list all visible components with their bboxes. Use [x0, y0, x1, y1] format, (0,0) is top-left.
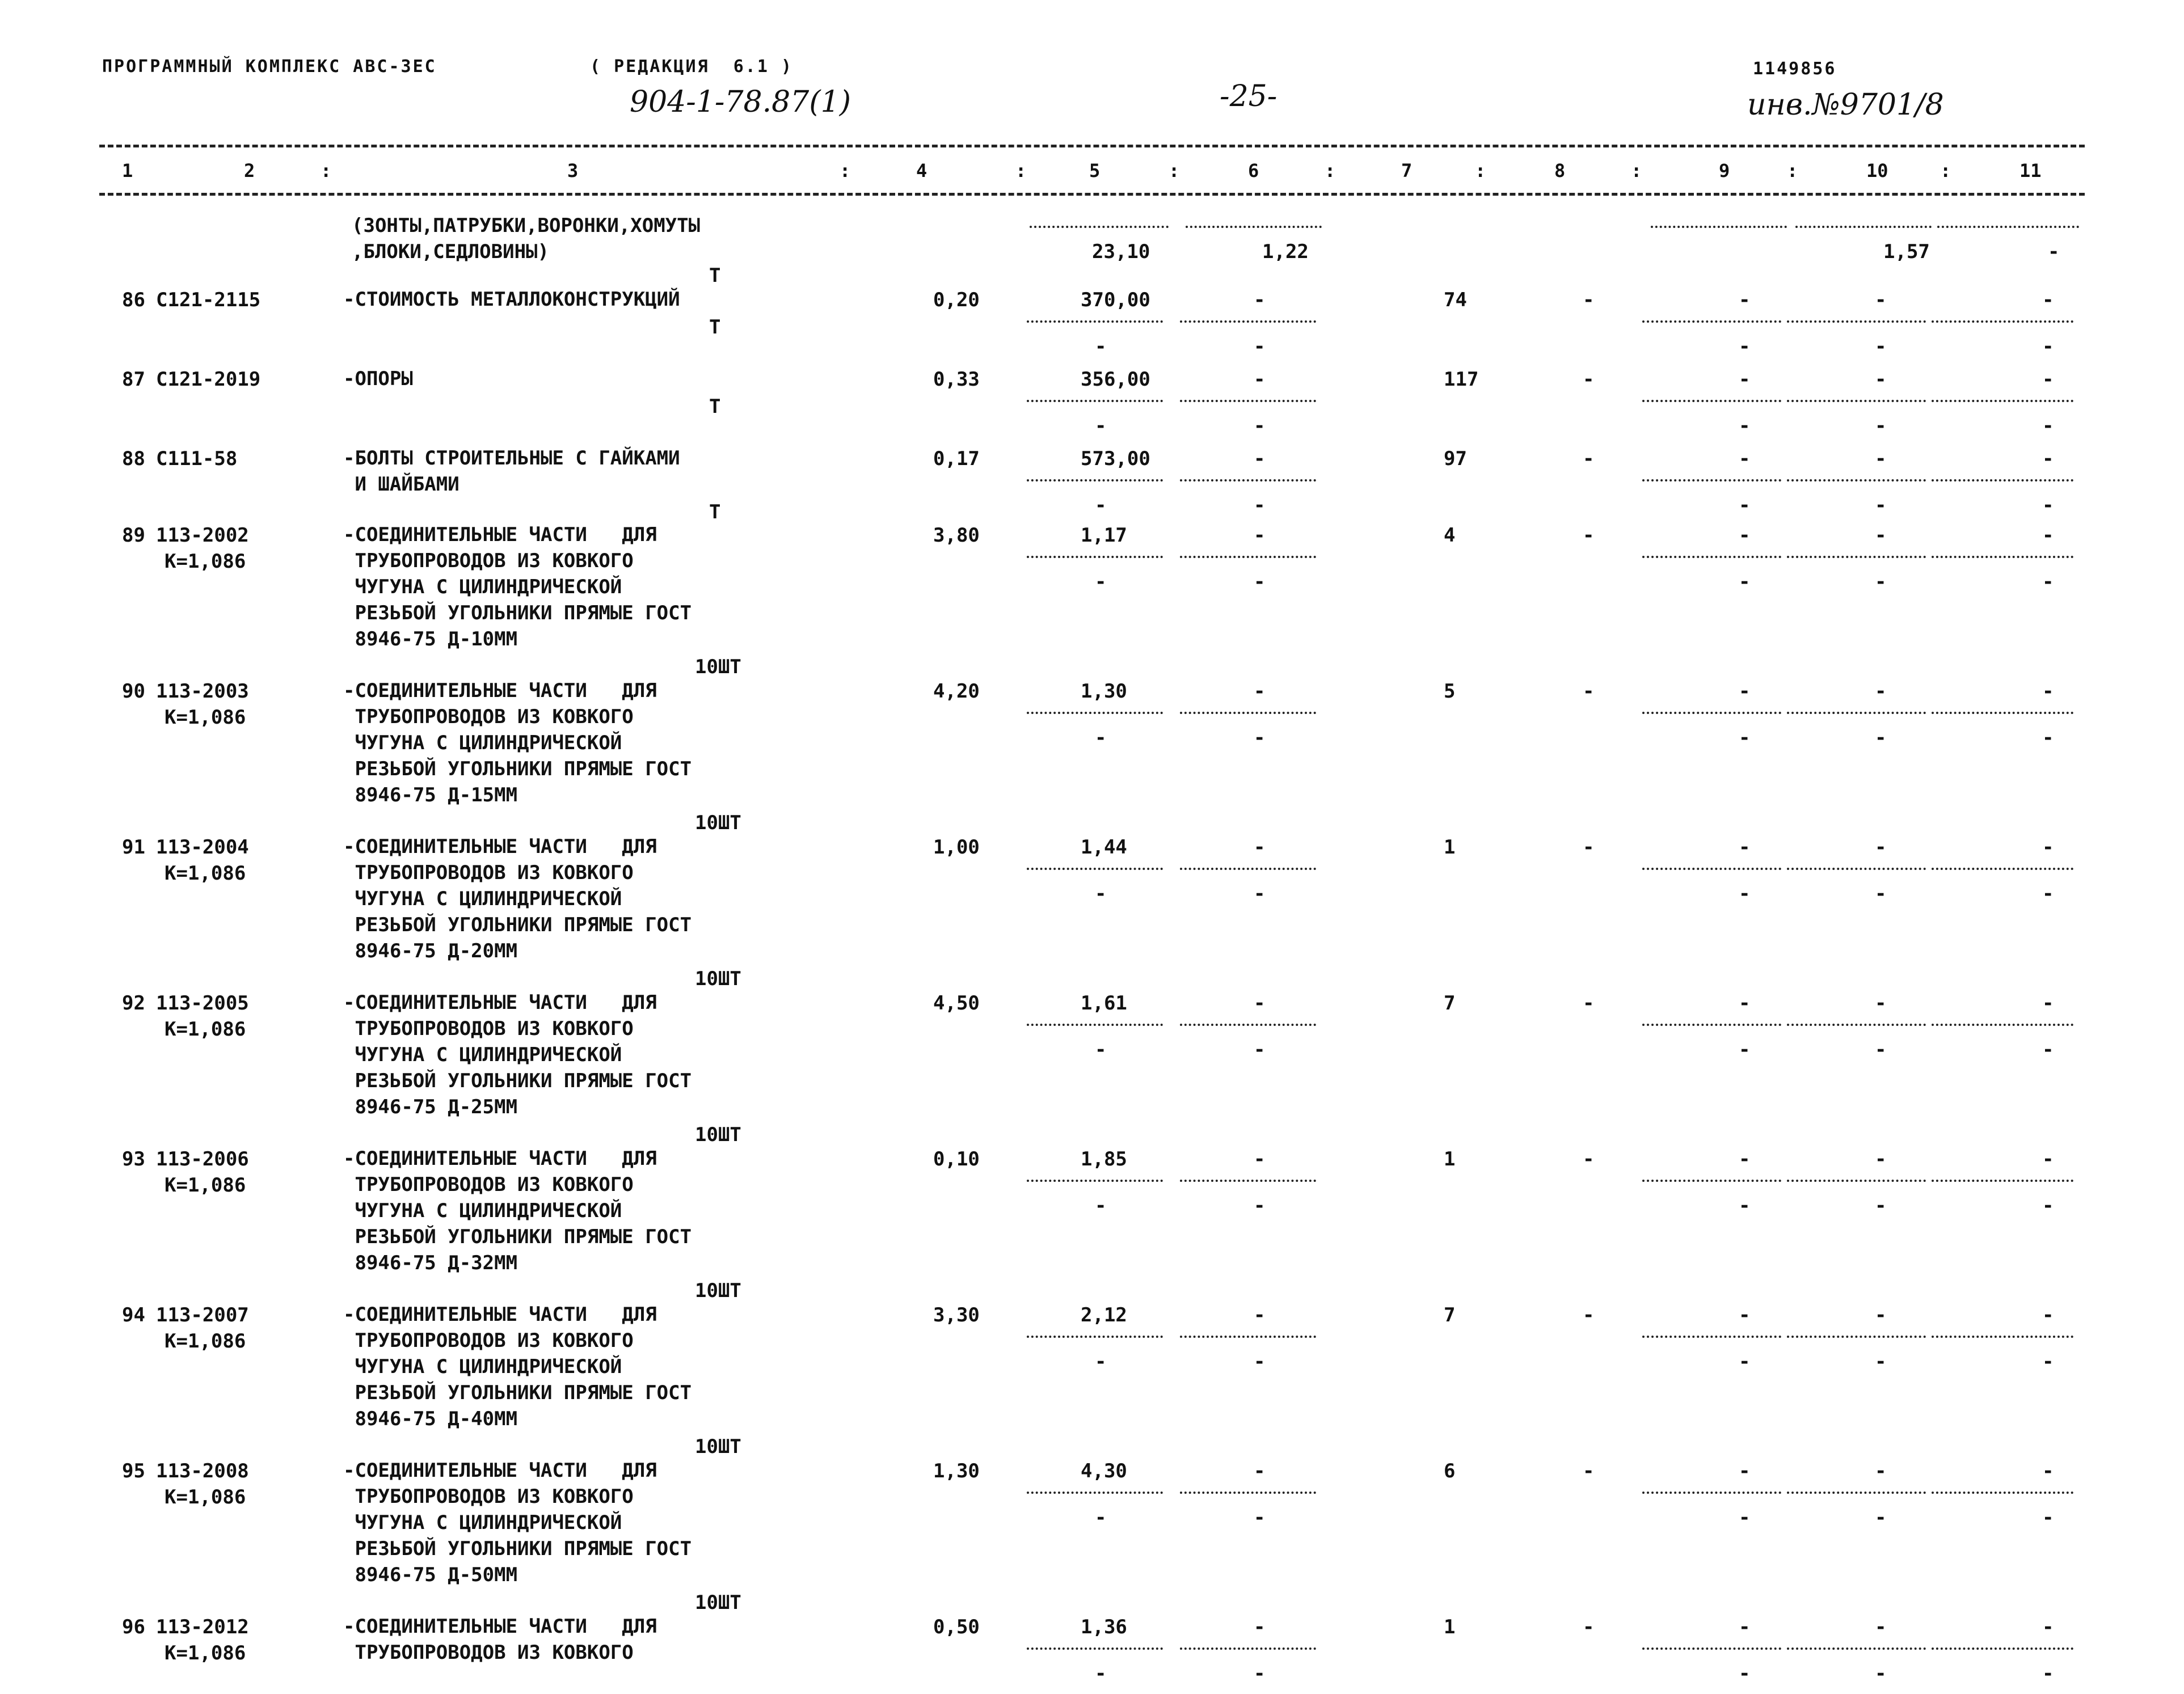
unit-of-measure: Т: [709, 316, 721, 339]
divider: [1787, 868, 1926, 870]
norm-code: С121-2115: [156, 289, 261, 311]
document-number: 1149856: [1753, 59, 1837, 79]
divider: [1787, 1180, 1926, 1182]
norm-code: 113-2008: [156, 1460, 249, 1482]
row-number: 89: [122, 524, 145, 547]
norm-code: 113-2004: [156, 836, 249, 859]
divider: [1027, 556, 1163, 558]
col9-value: -: [1739, 680, 1751, 703]
col11-value: -: [2042, 1616, 2054, 1638]
col5-sub-value: -: [1095, 1194, 1107, 1217]
col11-sub-value: -: [2042, 1350, 2054, 1373]
total-cost: 74: [1444, 289, 1467, 311]
unit-of-measure: 10ШТ: [695, 1591, 741, 1614]
col6-value: -: [1254, 992, 1266, 1015]
divider: [1642, 712, 1781, 714]
item-description: -СОЕДИНИТЕЛЬНЫЕ ЧАСТИ ДЛЯ ТРУБОПРОВОДОВ ИЗ КОВКОГО ЧУГУНА С ЦИЛИНДРИЧЕСКОЙ РЕЗЬБОЙ УГОЛЬНИКИ ПРЯМЫЕ ГОСТ 8946-75 Д-20ММ: [343, 835, 692, 962]
col9-sub-value: -: [1739, 415, 1751, 437]
page-number-handwritten: -25-: [1220, 79, 1277, 113]
continuation-description: (ЗОНТЫ,ПАТРУБКИ,ВОРОНКИ,ХОМУТЫ ,БЛОКИ,СЕДЛОВИНЫ): [352, 214, 701, 263]
column-header-9: 9: [1719, 160, 1730, 181]
col6-value: -: [1254, 524, 1266, 547]
divider: [1027, 320, 1163, 323]
col11-value: -: [2042, 524, 2054, 547]
col5-sub-value: -: [1095, 1662, 1107, 1685]
col9-value: -: [1739, 1148, 1751, 1171]
coefficient: К=1,086: [165, 1174, 246, 1197]
col11-sub-value: -: [2042, 1038, 2054, 1061]
norm-code: 113-2007: [156, 1304, 249, 1327]
divider: [1027, 712, 1163, 714]
col11-sub-value: -: [2042, 726, 2054, 749]
col10-sub-value: -: [1875, 1662, 1887, 1685]
column-header-6: 6: [1248, 160, 1259, 181]
col11-value: -: [2042, 289, 2054, 311]
norm-code: С111-58: [156, 447, 238, 470]
col6-value: -: [1254, 1460, 1266, 1482]
column-header-1: 1: [122, 160, 133, 181]
divider: [1027, 1647, 1163, 1650]
continuation-col5: 23,10: [1092, 240, 1150, 263]
col5-sub-value: -: [1095, 415, 1107, 437]
col10-value: -: [1875, 836, 1887, 859]
col11-value: -: [2042, 1304, 2054, 1327]
divider: [1932, 479, 2073, 481]
divider: [1932, 868, 2073, 870]
continuation-col11: -: [2048, 240, 2060, 263]
col8-value: -: [1583, 368, 1595, 391]
project-code-handwritten: 904-1-78.87(1): [630, 85, 851, 119]
col9-sub-value: -: [1739, 1506, 1751, 1529]
col10-value: -: [1875, 524, 1887, 547]
divider: [1787, 1492, 1926, 1494]
total-cost: 1: [1444, 1148, 1456, 1171]
unit-of-measure: 10ШТ: [695, 812, 741, 834]
column-separator: :: [840, 160, 851, 181]
unit-price: 1,36: [1081, 1616, 1127, 1638]
col5-sub-value: -: [1095, 571, 1107, 593]
column-separator: :: [1169, 160, 1180, 181]
col6-value: -: [1254, 447, 1266, 470]
divider: [1027, 479, 1163, 481]
col6-value: -: [1254, 1616, 1266, 1638]
divider: [1027, 400, 1163, 402]
unit-of-measure: 10ШТ: [695, 1123, 741, 1146]
column-header-7: 7: [1401, 160, 1413, 181]
program-title: ПРОГРАММНЫЙ КОМПЛЕКС АВС-3ЕС: [102, 57, 437, 77]
norm-code: 113-2002: [156, 524, 249, 547]
col11-sub-value: -: [2042, 1506, 2054, 1529]
norm-code: 113-2005: [156, 992, 249, 1015]
norm-code: С121-2019: [156, 368, 261, 391]
col10-sub-value: -: [1875, 335, 1887, 358]
col11-value: -: [2042, 1148, 2054, 1171]
col5-sub-value: -: [1095, 335, 1107, 358]
divider: [1787, 400, 1926, 402]
col6-value: -: [1254, 836, 1266, 859]
divider: [1027, 1336, 1163, 1338]
col9-sub-value: -: [1739, 1662, 1751, 1685]
col10-value: -: [1875, 1460, 1887, 1482]
col9-value: -: [1739, 836, 1751, 859]
item-description: -СОЕДИНИТЕЛЬНЫЕ ЧАСТИ ДЛЯ ТРУБОПРОВОДОВ ИЗ КОВКОГО ЧУГУНА С ЦИЛИНДРИЧЕСКОЙ РЕЗЬБОЙ УГОЛЬНИКИ ПРЯМЫЕ ГОСТ 8946-75 Д-40ММ: [343, 1303, 692, 1430]
total-cost: 5: [1444, 680, 1456, 703]
col9-value: -: [1739, 524, 1751, 547]
unit-price: 356,00: [1081, 368, 1150, 391]
total-cost: 1: [1444, 1616, 1456, 1638]
coefficient: К=1,086: [165, 1330, 246, 1353]
col5-sub-value: -: [1095, 1038, 1107, 1061]
divider: [1642, 1180, 1781, 1182]
quantity: 0,10: [933, 1148, 980, 1171]
col9-sub-value: -: [1739, 1194, 1751, 1217]
col10-value: -: [1875, 680, 1887, 703]
divider: [1795, 226, 1932, 228]
column-separator: :: [1940, 160, 1951, 181]
divider: [1642, 556, 1781, 558]
col9-sub-value: -: [1739, 1350, 1751, 1373]
col10-sub-value: -: [1875, 1038, 1887, 1061]
item-description: -ОПОРЫ: [343, 367, 413, 390]
row-number: 87: [122, 368, 145, 391]
unit-of-measure: 10ШТ: [695, 968, 741, 990]
divider: [1642, 400, 1781, 402]
divider: [1180, 400, 1316, 402]
unit-price: 1,85: [1081, 1148, 1127, 1171]
divider: [1932, 556, 2073, 558]
col9-value: -: [1739, 289, 1751, 311]
column-header-5: 5: [1089, 160, 1101, 181]
col9-value: -: [1739, 447, 1751, 470]
col10-sub-value: -: [1875, 571, 1887, 593]
unit-price: 573,00: [1081, 447, 1150, 470]
column-header-10: 10: [1866, 160, 1888, 181]
col8-value: -: [1583, 1304, 1595, 1327]
col11-value: -: [2042, 992, 2054, 1015]
row-number: 90: [122, 680, 145, 703]
quantity: 0,20: [933, 289, 980, 311]
divider: [1932, 1336, 2073, 1338]
unit-of-measure: 10ШТ: [695, 1279, 741, 1302]
column-separator: :: [1631, 160, 1642, 181]
column-header-3: 3: [567, 160, 579, 181]
unit-price: 2,12: [1081, 1304, 1127, 1327]
total-cost: 7: [1444, 1304, 1456, 1327]
col8-value: -: [1583, 836, 1595, 859]
unit-of-measure: 10ШТ: [695, 656, 741, 678]
col9-sub-value: -: [1739, 335, 1751, 358]
divider: [1027, 868, 1163, 870]
col11-sub-value: -: [2042, 335, 2054, 358]
col6-sub-value: -: [1254, 726, 1266, 749]
norm-code: 113-2012: [156, 1616, 249, 1638]
col11-value: -: [2042, 447, 2054, 470]
divider: [1787, 712, 1926, 714]
col6-value: -: [1254, 368, 1266, 391]
col10-sub-value: -: [1875, 415, 1887, 437]
col6-sub-value: -: [1254, 1350, 1266, 1373]
column-separator: :: [1015, 160, 1027, 181]
total-cost: 1: [1444, 836, 1456, 859]
col10-sub-value: -: [1875, 494, 1887, 517]
row-number: 95: [122, 1460, 145, 1482]
col11-sub-value: -: [2042, 415, 2054, 437]
col10-sub-value: -: [1875, 726, 1887, 749]
continuation-col6: 1,22: [1262, 240, 1309, 263]
item-description: -СОЕДИНИТЕЛЬНЫЕ ЧАСТИ ДЛЯ ТРУБОПРОВОДОВ ИЗ КОВКОГО: [343, 1615, 657, 1664]
divider: [1180, 556, 1316, 558]
norm-code: 113-2003: [156, 680, 249, 703]
col9-sub-value: -: [1739, 571, 1751, 593]
coefficient: К=1,086: [165, 706, 246, 729]
column-separator: :: [1787, 160, 1798, 181]
divider: [1180, 479, 1316, 481]
col9-value: -: [1739, 992, 1751, 1015]
col5-sub-value: -: [1095, 726, 1107, 749]
coefficient: К=1,086: [165, 1486, 246, 1509]
col6-sub-value: -: [1254, 1194, 1266, 1217]
quantity: 0,50: [933, 1616, 980, 1638]
continuation-unit: Т: [709, 264, 721, 287]
header-bottom-rule: [99, 193, 2085, 196]
divider: [1180, 1336, 1316, 1338]
divider: [1642, 479, 1781, 481]
col9-value: -: [1739, 1616, 1751, 1638]
quantity: 0,17: [933, 447, 980, 470]
col5-sub-value: -: [1095, 1506, 1107, 1529]
col6-sub-value: -: [1254, 494, 1266, 517]
col10-value: -: [1875, 992, 1887, 1015]
column-header-2: 2: [244, 160, 255, 181]
col8-value: -: [1583, 447, 1595, 470]
divider: [1642, 1647, 1781, 1650]
row-number: 96: [122, 1616, 145, 1638]
col6-sub-value: -: [1254, 1662, 1266, 1685]
quantity: 0,33: [933, 368, 980, 391]
col10-sub-value: -: [1875, 1506, 1887, 1529]
unit-price: 1,30: [1081, 680, 1127, 703]
column-separator: :: [321, 160, 332, 181]
quantity: 1,30: [933, 1460, 980, 1482]
unit-price: 1,44: [1081, 836, 1127, 859]
total-cost: 97: [1444, 447, 1467, 470]
col8-value: -: [1583, 524, 1595, 547]
col6-value: -: [1254, 289, 1266, 311]
norm-code: 113-2006: [156, 1148, 249, 1171]
quantity: 1,00: [933, 836, 980, 859]
col8-value: -: [1583, 289, 1595, 311]
column-separator: :: [1325, 160, 1336, 181]
col11-value: -: [2042, 836, 2054, 859]
col6-sub-value: -: [1254, 415, 1266, 437]
divider: [1787, 556, 1926, 558]
unit-of-measure: Т: [709, 395, 721, 418]
col11-value: -: [2042, 1460, 2054, 1482]
divider: [1180, 1492, 1316, 1494]
inventory-number-handwritten: инв.№9701/8: [1747, 88, 1944, 122]
header-top-rule: [99, 145, 2085, 147]
column-header-11: 11: [2019, 160, 2042, 181]
divider: [1651, 226, 1787, 228]
col8-value: -: [1583, 1460, 1595, 1482]
row-number: 94: [122, 1304, 145, 1327]
divider: [1787, 1647, 1926, 1650]
coefficient: К=1,086: [165, 862, 246, 885]
divider: [1932, 1647, 2073, 1650]
col11-sub-value: -: [2042, 494, 2054, 517]
divider: [1932, 1180, 2073, 1182]
col6-value: -: [1254, 1148, 1266, 1171]
divider: [1787, 479, 1926, 481]
divider: [1180, 1647, 1316, 1650]
coefficient: К=1,086: [165, 550, 246, 573]
col6-value: -: [1254, 680, 1266, 703]
col10-sub-value: -: [1875, 1194, 1887, 1217]
unit-price: 1,61: [1081, 992, 1127, 1015]
col10-sub-value: -: [1875, 1350, 1887, 1373]
col5-sub-value: -: [1095, 1350, 1107, 1373]
col10-value: -: [1875, 368, 1887, 391]
col10-value: -: [1875, 1148, 1887, 1171]
col6-sub-value: -: [1254, 1506, 1266, 1529]
continuation-col10: 1,57: [1883, 240, 1930, 263]
item-description: -СОЕДИНИТЕЛЬНЫЕ ЧАСТИ ДЛЯ ТРУБОПРОВОДОВ ИЗ КОВКОГО ЧУГУНА С ЦИЛИНДРИЧЕСКОЙ РЕЗЬБОЙ УГОЛЬНИКИ ПРЯМЫЕ ГОСТ 8946-75 Д-32ММ: [343, 1147, 692, 1274]
item-description: -СОЕДИНИТЕЛЬНЫЕ ЧАСТИ ДЛЯ ТРУБОПРОВОДОВ ИЗ КОВКОГО ЧУГУНА С ЦИЛИНДРИЧЕСКОЙ РЕЗЬБОЙ УГОЛЬНИКИ ПРЯМЫЕ ГОСТ 8946-75 Д-10ММ: [343, 523, 692, 650]
divider: [1932, 1024, 2073, 1026]
quantity: 3,80: [933, 524, 980, 547]
col11-sub-value: -: [2042, 1194, 2054, 1217]
coefficient: К=1,086: [165, 1018, 246, 1041]
col9-value: -: [1739, 1460, 1751, 1482]
row-number: 86: [122, 289, 145, 311]
total-cost: 117: [1444, 368, 1479, 391]
unit-price: 370,00: [1081, 289, 1150, 311]
divider: [1932, 712, 2073, 714]
col6-sub-value: -: [1254, 1038, 1266, 1061]
col5-sub-value: -: [1095, 882, 1107, 905]
divider: [1030, 226, 1169, 228]
coefficient: К=1,086: [165, 1642, 246, 1665]
column-header-4: 4: [916, 160, 927, 181]
unit-of-measure: Т: [709, 501, 721, 523]
divider: [1642, 868, 1781, 870]
col9-sub-value: -: [1739, 726, 1751, 749]
col9-sub-value: -: [1739, 1038, 1751, 1061]
col10-sub-value: -: [1875, 882, 1887, 905]
unit-price: 4,30: [1081, 1460, 1127, 1482]
item-description: -СОЕДИНИТЕЛЬНЫЕ ЧАСТИ ДЛЯ ТРУБОПРОВОДОВ ИЗ КОВКОГО ЧУГУНА С ЦИЛИНДРИЧЕСКОЙ РЕЗЬБОЙ УГОЛЬНИКИ ПРЯМЫЕ ГОСТ 8946-75 Д-50ММ: [343, 1459, 692, 1586]
col11-value: -: [2042, 368, 2054, 391]
divider: [1027, 1492, 1163, 1494]
col6-sub-value: -: [1254, 335, 1266, 358]
quantity: 4,20: [933, 680, 980, 703]
col6-value: -: [1254, 1304, 1266, 1327]
divider: [1180, 320, 1316, 323]
item-description: -СТОИМОСТЬ МЕТАЛЛОКОНСТРУКЦИЙ: [343, 288, 680, 311]
divider: [1642, 1492, 1781, 1494]
divider: [1787, 1336, 1926, 1338]
divider: [1642, 1024, 1781, 1026]
col8-value: -: [1583, 1616, 1595, 1638]
divider: [1932, 1492, 2073, 1494]
item-description: -БОЛТЫ СТРОИТЕЛЬНЫЕ С ГАЙКАМИ И ШАЙБАМИ: [343, 447, 680, 496]
divider: [1787, 1024, 1926, 1026]
quantity: 4,50: [933, 992, 980, 1015]
col11-sub-value: -: [2042, 882, 2054, 905]
divider: [1787, 320, 1926, 323]
col5-sub-value: -: [1095, 494, 1107, 517]
col8-value: -: [1583, 992, 1595, 1015]
divider: [1180, 868, 1316, 870]
col8-value: -: [1583, 680, 1595, 703]
item-description: -СОЕДИНИТЕЛЬНЫЕ ЧАСТИ ДЛЯ ТРУБОПРОВОДОВ ИЗ КОВКОГО ЧУГУНА С ЦИЛИНДРИЧЕСКОЙ РЕЗЬБОЙ УГОЛЬНИКИ ПРЯМЫЕ ГОСТ 8946-75 Д-25ММ: [343, 991, 692, 1118]
divider: [1642, 1336, 1781, 1338]
col11-sub-value: -: [2042, 571, 2054, 593]
divider: [1027, 1180, 1163, 1182]
divider: [1180, 1180, 1316, 1182]
col9-value: -: [1739, 368, 1751, 391]
col6-sub-value: -: [1254, 882, 1266, 905]
divider: [1180, 1024, 1316, 1026]
row-number: 91: [122, 836, 145, 859]
divider: [1186, 226, 1322, 228]
divider: [1642, 320, 1781, 323]
col10-value: -: [1875, 1616, 1887, 1638]
row-number: 93: [122, 1148, 145, 1171]
row-number: 88: [122, 447, 145, 470]
col9-sub-value: -: [1739, 882, 1751, 905]
col11-value: -: [2042, 680, 2054, 703]
col8-value: -: [1583, 1148, 1595, 1171]
col10-value: -: [1875, 1304, 1887, 1327]
edition-label: ( РЕДАКЦИЯ 6.1 ): [590, 57, 794, 77]
col11-sub-value: -: [2042, 1662, 2054, 1685]
divider: [1932, 320, 2073, 323]
divider: [1180, 712, 1316, 714]
col9-value: -: [1739, 1304, 1751, 1327]
row-number: 92: [122, 992, 145, 1015]
column-header-8: 8: [1554, 160, 1566, 181]
total-cost: 7: [1444, 992, 1456, 1015]
item-description: -СОЕДИНИТЕЛЬНЫЕ ЧАСТИ ДЛЯ ТРУБОПРОВОДОВ ИЗ КОВКОГО ЧУГУНА С ЦИЛИНДРИЧЕСКОЙ РЕЗЬБОЙ УГОЛЬНИКИ ПРЯМЫЕ ГОСТ 8946-75 Д-15ММ: [343, 679, 692, 806]
col10-value: -: [1875, 289, 1887, 311]
column-separator: :: [1475, 160, 1486, 181]
divider: [1027, 1024, 1163, 1026]
divider: [1937, 226, 2079, 228]
divider: [1932, 400, 2073, 402]
col10-value: -: [1875, 447, 1887, 470]
col9-sub-value: -: [1739, 494, 1751, 517]
unit-of-measure: 10ШТ: [695, 1435, 741, 1458]
quantity: 3,30: [933, 1304, 980, 1327]
unit-price: 1,17: [1081, 524, 1127, 547]
total-cost: 4: [1444, 524, 1456, 547]
col6-sub-value: -: [1254, 571, 1266, 593]
total-cost: 6: [1444, 1460, 1456, 1482]
